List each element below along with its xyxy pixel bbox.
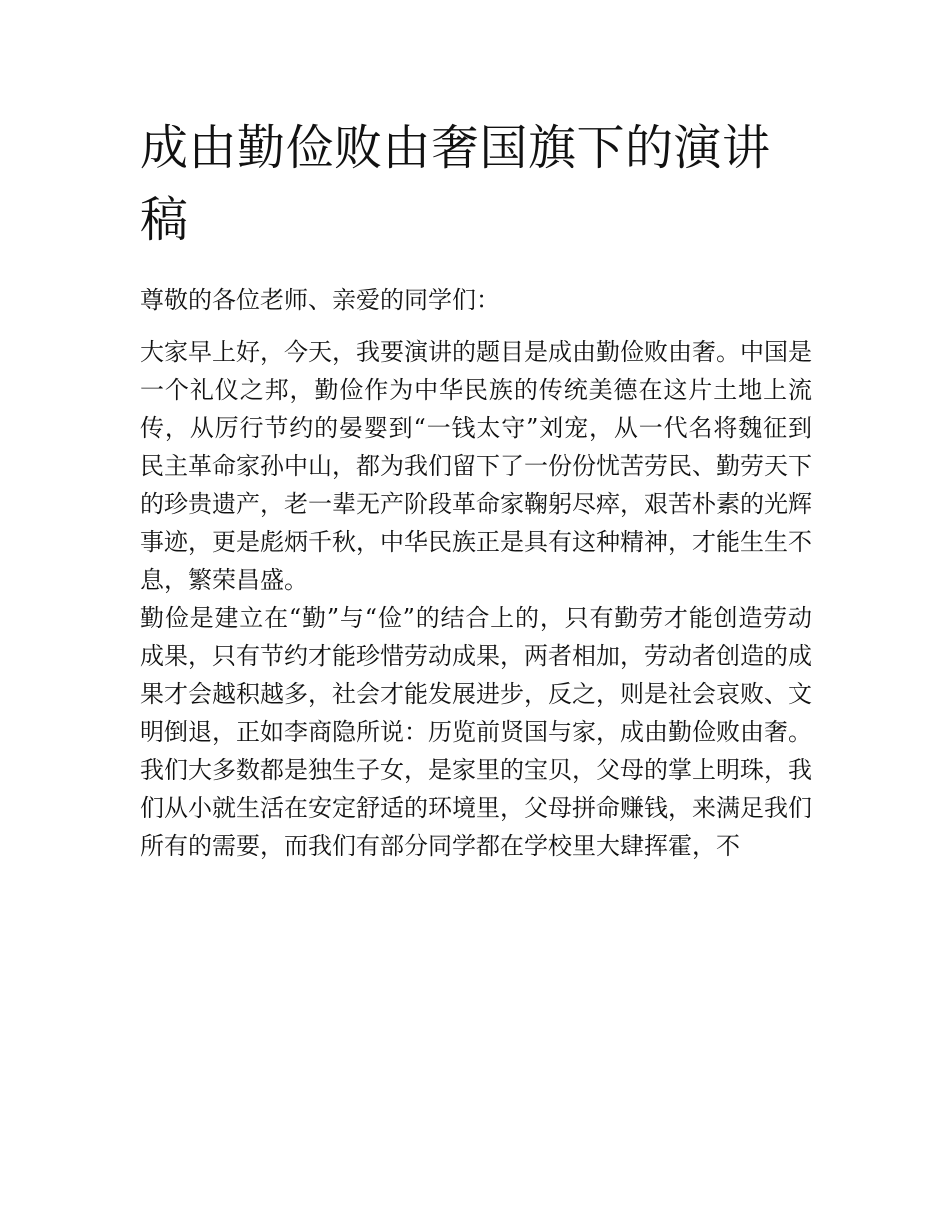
paragraph-3: 我们大多数都是独生子女，是家里的宝贝，父母的掌上明珠，我们从小就生活在安定舒适的环境里，父母拼命赚钱，来满足我们所有的需要，而我们有部分同学都在学校里大肆挥霍，不 (140, 756, 812, 860)
salutation: 尊敬的各位老师、亲爱的同学们： (140, 286, 500, 314)
paragraph-1: 大家早上好，今天，我要演讲的题目是成由勤俭败由奢。中国是一个礼仪之邦，勤俭作为中华民族的传统美德在这片土地上流传，从厉行节约的晏婴到“一钱太守”刘宠，从一代名将魏征到民主革命家孙中山，都为我们留下了一份份忧苦劳民、勤劳天下的珍贵遗产，老一辈无产阶段革命家鞠躬尽瘁，艰苦朴素的光辉事迹，更是彪炳千秋，中华民族正是具有这种精神，才能生生不息，繁荣昌盛。 (140, 338, 812, 594)
speech-content (140, 281, 812, 865)
document-body (140, 112, 812, 865)
document-title: 成由勤俭败由奢国旗下的演讲稿 (140, 120, 771, 248)
paragraph-2: 勤俭是建立在“勤”与“俭”的结合上的，只有勤劳才能创造劳动成果，只有节约才能珍惜劳动成果，两者相加，劳动者创造的成果才会越积越多，社会才能发展进步，反之，则是社会哀败、文明倒退，正如李商隐所说：历览前贤国与家，成由勤俭败由奢。 (140, 604, 812, 746)
